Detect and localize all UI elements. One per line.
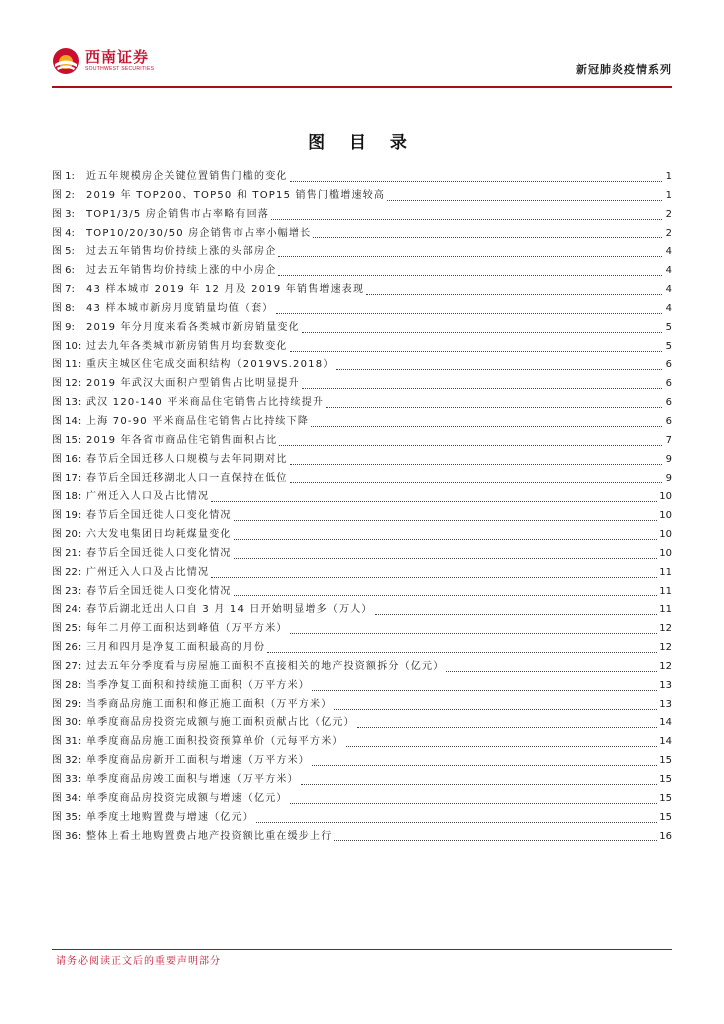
toc-entry-title: 2019 年 TOP200、TOP50 和 TOP15 销售门槛增速较高 bbox=[86, 189, 386, 201]
figure-index-title: 图 目 录 bbox=[308, 133, 416, 153]
toc-entry[interactable] bbox=[52, 526, 672, 545]
toc-entry[interactable] bbox=[52, 507, 672, 526]
toc-entry-page: 12 bbox=[659, 642, 672, 654]
toc-entry-page: 2 bbox=[665, 208, 672, 220]
toc-dot-leader bbox=[211, 501, 657, 502]
toc-entry-label: 图 16: bbox=[52, 453, 82, 465]
toc-entry-title: 三月和四月是净复工面积最高的月份 bbox=[86, 642, 266, 654]
toc-entry[interactable] bbox=[52, 752, 672, 771]
toc-entry-title: TOP1/3/5 房企销售市占率略有回落 bbox=[86, 208, 270, 220]
toc-entry-page: 11 bbox=[659, 604, 672, 616]
toc-entry-title: 过去五年分季度看与房屋施工面积不直接相关的地产投资额拆分（亿元） bbox=[86, 660, 445, 672]
toc-entry-title: 单季度商品房施工面积投资预算单价（元每平方米） bbox=[86, 736, 344, 748]
toc-entry-title: 当季净复工面积和持续施工面积（万平方米） bbox=[86, 679, 310, 691]
toc-entry[interactable] bbox=[52, 601, 672, 620]
toc-entry-label: 图 35: bbox=[52, 811, 82, 823]
toc-entry[interactable] bbox=[52, 733, 672, 752]
toc-dot-leader bbox=[278, 275, 662, 276]
toc-entry[interactable] bbox=[52, 714, 672, 733]
toc-entry[interactable] bbox=[52, 451, 672, 470]
toc-entry-label: 图 5: bbox=[52, 246, 75, 258]
logo-chinese-name: 西南证券 bbox=[85, 48, 150, 66]
toc-entry-title: 过去九年各类城市新房销售月均套数变化 bbox=[86, 340, 288, 352]
toc-entry-page: 4 bbox=[665, 302, 672, 314]
toc-entry-title: 春节后全国迁移人口规模与去年同期对比 bbox=[86, 453, 288, 465]
toc-entry-title: 春节后全国迁徙人口变化情况 bbox=[86, 547, 232, 559]
toc-dot-leader bbox=[234, 539, 658, 540]
toc-dot-leader bbox=[302, 388, 662, 389]
toc-entry-label: 图 18: bbox=[52, 491, 82, 503]
toc-entry[interactable] bbox=[52, 281, 672, 300]
toc-entry-label: 图 2: bbox=[52, 189, 75, 201]
toc-dot-leader bbox=[276, 313, 662, 314]
toc-dot-leader bbox=[387, 200, 662, 201]
toc-dot-leader bbox=[290, 633, 658, 634]
toc-entry-page: 6 bbox=[665, 378, 672, 390]
toc-entry[interactable] bbox=[52, 790, 672, 809]
toc-entry[interactable] bbox=[52, 338, 672, 357]
toc-entry-title: 过去五年销售均价持续上涨的中小房企 bbox=[86, 265, 277, 277]
toc-entry-label: 图 23: bbox=[52, 585, 82, 597]
toc-entry-title: 重庆主城区住宅成交面积结构（2019VS.2018） bbox=[86, 359, 335, 371]
toc-entry-title: 43 样本城市 2019 年 12 月及 2019 年销售增速表现 bbox=[86, 284, 365, 296]
toc-entry[interactable] bbox=[52, 319, 672, 338]
toc-entry-title: 2019 年武汉大面积户型销售占比明显提升 bbox=[86, 378, 300, 390]
toc-entry-label: 图 21: bbox=[52, 547, 82, 559]
logo-text bbox=[85, 49, 154, 73]
toc-entry-page: 15 bbox=[659, 792, 672, 804]
toc-dot-leader bbox=[256, 822, 657, 823]
toc-dot-leader bbox=[290, 351, 662, 352]
toc-entry-title: 武汉 120-140 平米商品住宅销售占比持续提升 bbox=[86, 397, 325, 409]
disclaimer-note: 请务必阅读正文后的重要声明部分 bbox=[56, 956, 221, 967]
toc-entry-page: 1 bbox=[665, 189, 672, 201]
toc-entry-page: 4 bbox=[665, 246, 672, 258]
toc-entry-page: 13 bbox=[659, 698, 672, 710]
toc-dot-leader bbox=[375, 614, 658, 615]
toc-entry[interactable] bbox=[52, 432, 672, 451]
toc-entry-page: 10 bbox=[659, 491, 672, 503]
toc-dot-leader bbox=[234, 558, 658, 559]
toc-dot-leader bbox=[302, 332, 662, 333]
toc-entry-label: 图 25: bbox=[52, 623, 82, 635]
figure-index-list bbox=[52, 168, 672, 846]
toc-entry-label: 图 29: bbox=[52, 698, 82, 710]
toc-entry-title: 上海 70-90 平米商品住宅销售占比持续下降 bbox=[86, 415, 310, 427]
toc-entry-label: 图 31: bbox=[52, 736, 82, 748]
toc-dot-leader bbox=[290, 482, 662, 483]
toc-entry[interactable] bbox=[52, 809, 672, 828]
toc-dot-leader bbox=[290, 464, 662, 465]
toc-entry-title: 单季度商品房竣工面积与增速（万平方米） bbox=[86, 774, 299, 785]
toc-entry-page: 12 bbox=[659, 660, 672, 672]
toc-entry-title: 六大发电集团日均耗煤量变化 bbox=[86, 529, 232, 541]
toc-entry-label: 图 8: bbox=[52, 302, 75, 314]
toc-dot-leader bbox=[290, 181, 662, 182]
toc-entry[interactable] bbox=[52, 545, 672, 564]
footer-divider bbox=[52, 949, 672, 950]
toc-entry[interactable] bbox=[52, 225, 672, 244]
sun-logo-icon bbox=[52, 47, 80, 75]
toc-entry-page: 15 bbox=[659, 774, 672, 785]
toc-entry-title: 春节后全国迁移湖北人口一直保持在低位 bbox=[86, 472, 288, 484]
toc-entry[interactable] bbox=[52, 620, 672, 639]
toc-entry-title: 广州迁入人口及占比情况 bbox=[86, 491, 210, 503]
toc-entry[interactable] bbox=[52, 583, 672, 602]
toc-entry-label: 图 1: bbox=[52, 171, 75, 182]
header-divider bbox=[52, 86, 672, 88]
toc-entry-title: 2019 年各省市商品住宅销售面积占比 bbox=[86, 434, 278, 446]
toc-entry-page: 14 bbox=[659, 736, 672, 748]
toc-dot-leader bbox=[446, 671, 657, 672]
toc-entry[interactable] bbox=[52, 206, 672, 225]
toc-entry-page: 6 bbox=[665, 415, 672, 427]
toc-dot-leader bbox=[271, 219, 662, 220]
toc-entry-label: 图 13: bbox=[52, 397, 82, 409]
toc-entry-title: 每年二月停工面积达到峰值（万平方米） bbox=[86, 623, 288, 635]
toc-entry-page: 11 bbox=[659, 585, 672, 597]
toc-entry-page: 9 bbox=[665, 453, 672, 465]
toc-entry-label: 图 28: bbox=[52, 679, 82, 691]
toc-dot-leader bbox=[267, 652, 657, 653]
logo-english-name: SOUTHWEST SECURITIES bbox=[85, 66, 155, 72]
company-logo bbox=[52, 44, 154, 78]
toc-entry-page: 4 bbox=[665, 284, 672, 296]
toc-entry-label: 图 11: bbox=[52, 359, 82, 371]
toc-entry-label: 图 15: bbox=[52, 434, 82, 446]
toc-dot-leader bbox=[312, 690, 657, 691]
toc-dot-leader bbox=[311, 426, 662, 427]
toc-entry-page: 13 bbox=[659, 679, 672, 691]
report-series-label: 新冠肺炎疫情系列 bbox=[576, 63, 672, 76]
toc-entry[interactable] bbox=[52, 658, 672, 677]
toc-entry-title: 单季度商品房新开工面积与增速（万平方米） bbox=[86, 755, 310, 767]
toc-entry[interactable] bbox=[52, 413, 672, 432]
toc-entry-title: 当季商品房施工面积和修正施工面积（万平方米） bbox=[86, 698, 333, 710]
toc-dot-leader bbox=[313, 237, 662, 238]
toc-entry-page: 9 bbox=[665, 472, 672, 484]
toc-entry[interactable] bbox=[52, 300, 672, 319]
toc-entry[interactable] bbox=[52, 262, 672, 281]
toc-entry[interactable] bbox=[52, 771, 672, 790]
toc-dot-leader bbox=[334, 709, 657, 710]
toc-dot-leader bbox=[211, 577, 657, 578]
toc-entry[interactable] bbox=[52, 639, 672, 658]
toc-entry-page: 10 bbox=[659, 529, 672, 541]
toc-dot-leader bbox=[334, 840, 657, 841]
toc-entry[interactable] bbox=[52, 394, 672, 413]
toc-entry-page: 5 bbox=[665, 340, 672, 352]
toc-entry-label: 图 6: bbox=[52, 265, 75, 277]
toc-entry[interactable] bbox=[52, 828, 672, 847]
toc-entry-title: TOP10/20/30/50 房企销售市占率小幅增长 bbox=[86, 227, 312, 239]
toc-entry[interactable] bbox=[52, 488, 672, 507]
toc-entry-label: 图 20: bbox=[52, 529, 82, 541]
toc-entry[interactable] bbox=[52, 470, 672, 489]
toc-entry-title: 春节后全国迁徙人口变化情况 bbox=[86, 585, 232, 597]
toc-entry-page: 1 bbox=[665, 171, 672, 182]
toc-entry-label: 图 27: bbox=[52, 660, 82, 672]
toc-entry[interactable] bbox=[52, 243, 672, 262]
toc-entry-title: 春节后湖北迁出人口自 3 月 14 日开始明显增多（万人） bbox=[86, 604, 373, 616]
toc-entry-label: 图 7: bbox=[52, 284, 75, 296]
toc-entry-label: 图 24: bbox=[52, 604, 82, 616]
toc-entry-label: 图 36: bbox=[52, 830, 82, 842]
toc-entry-title: 单季度土地购置费与增速（亿元） bbox=[86, 811, 254, 823]
toc-entry-page: 16 bbox=[659, 830, 672, 842]
toc-entry-label: 图 3: bbox=[52, 208, 75, 220]
toc-entry[interactable] bbox=[52, 696, 672, 715]
toc-entry-label: 图 9: bbox=[52, 321, 75, 333]
toc-entry-label: 图 30: bbox=[52, 717, 82, 729]
toc-dot-leader bbox=[357, 727, 657, 728]
toc-entry[interactable] bbox=[52, 356, 672, 375]
toc-entry-label: 图 19: bbox=[52, 510, 82, 522]
toc-dot-leader bbox=[336, 369, 662, 370]
toc-entry-title: 广州迁入人口及占比情况 bbox=[86, 566, 210, 578]
toc-dot-leader bbox=[326, 407, 662, 408]
toc-entry-label: 图 34: bbox=[52, 792, 82, 804]
toc-entry-page: 10 bbox=[659, 510, 672, 522]
toc-entry[interactable] bbox=[52, 375, 672, 394]
toc-entry-label: 图 12: bbox=[52, 378, 82, 390]
toc-entry[interactable] bbox=[52, 564, 672, 583]
toc-entry-page: 15 bbox=[659, 811, 672, 823]
toc-entry-label: 图 10: bbox=[52, 340, 82, 352]
toc-entry-label: 图 14: bbox=[52, 415, 82, 427]
toc-entry-page: 5 bbox=[665, 321, 672, 333]
toc-entry-title: 单季度商品房投资完成额与增速（亿元） bbox=[86, 792, 288, 804]
toc-entry-label: 图 33: bbox=[52, 774, 82, 785]
toc-entry[interactable] bbox=[52, 168, 672, 187]
toc-entry[interactable] bbox=[52, 187, 672, 206]
toc-entry-label: 图 22: bbox=[52, 566, 82, 578]
toc-entry-page: 11 bbox=[659, 566, 672, 578]
toc-entry-page: 12 bbox=[659, 623, 672, 635]
toc-entry-title: 近五年规模房企关键位置销售门槛的变化 bbox=[86, 171, 288, 182]
toc-dot-leader bbox=[366, 294, 662, 295]
toc-dot-leader bbox=[290, 803, 658, 804]
toc-entry-page: 14 bbox=[659, 717, 672, 729]
toc-entry-title: 2019 年分月度来看各类城市新房销量变化 bbox=[86, 321, 300, 333]
toc-entry-page: 2 bbox=[665, 227, 672, 239]
toc-entry-page: 15 bbox=[659, 755, 672, 767]
toc-entry-title: 春节后全国迁徙人口变化情况 bbox=[86, 510, 232, 522]
toc-entry-title: 单季度商品房投资完成额与施工面积贡献占比（亿元） bbox=[86, 717, 355, 729]
toc-entry-title: 43 样本城市新房月度销量均值（套） bbox=[86, 302, 274, 314]
toc-entry-label: 图 4: bbox=[52, 227, 75, 239]
toc-dot-leader bbox=[346, 746, 658, 747]
toc-entry-page: 4 bbox=[665, 265, 672, 277]
toc-entry-title: 整体上看土地购置费占地产投资额比重在缓步上行 bbox=[86, 830, 333, 842]
toc-entry-label: 图 17: bbox=[52, 472, 82, 484]
toc-entry-label: 图 26: bbox=[52, 642, 82, 654]
toc-dot-leader bbox=[234, 520, 658, 521]
toc-entry-page: 6 bbox=[665, 359, 672, 371]
page-header bbox=[52, 40, 672, 86]
toc-entry-page: 7 bbox=[665, 434, 672, 446]
toc-dot-leader bbox=[312, 765, 657, 766]
toc-entry-page: 6 bbox=[665, 397, 672, 409]
toc-dot-leader bbox=[279, 445, 662, 446]
toc-dot-leader bbox=[301, 784, 657, 785]
toc-entry[interactable] bbox=[52, 677, 672, 696]
toc-dot-leader bbox=[278, 256, 662, 257]
toc-entry-title: 过去五年销售均价持续上涨的头部房企 bbox=[86, 246, 277, 258]
toc-dot-leader bbox=[234, 595, 658, 596]
toc-entry-label: 图 32: bbox=[52, 755, 82, 767]
toc-entry-page: 10 bbox=[659, 547, 672, 559]
